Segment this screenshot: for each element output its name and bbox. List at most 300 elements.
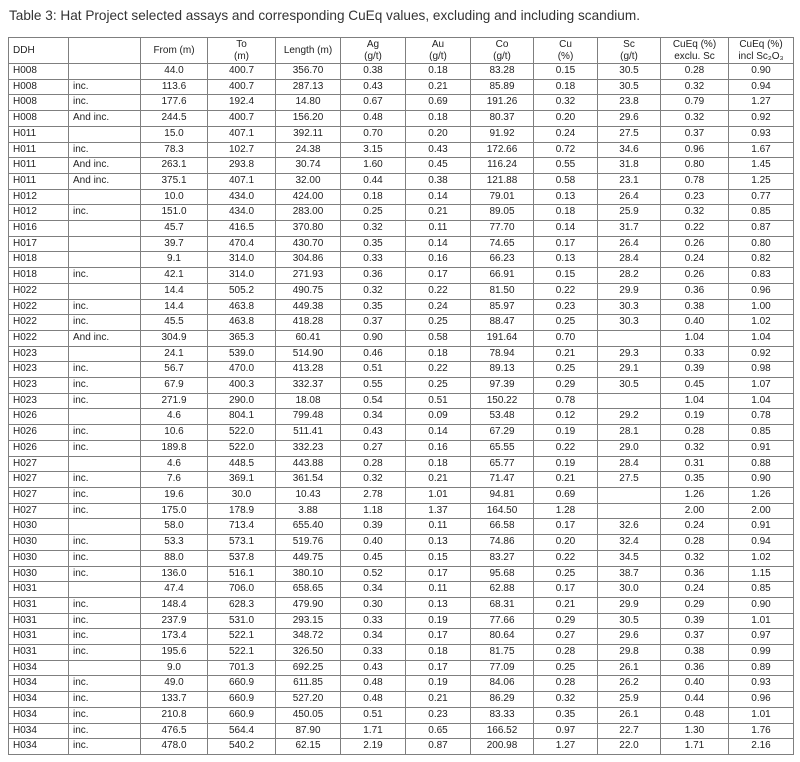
cell-from: 78.3 [141, 142, 208, 158]
cell-from: 88.0 [141, 550, 208, 566]
cell-ddh: H018 [9, 268, 69, 284]
table-row [9, 299, 794, 315]
cell-co: 191.64 [471, 330, 534, 346]
table-body [9, 64, 794, 755]
table-row [9, 660, 794, 676]
cell-ddh: H011 [9, 142, 69, 158]
cell-from: 10.6 [141, 425, 208, 441]
table-row [9, 189, 794, 205]
cell-to: 400.7 [208, 79, 276, 95]
cell-au: 0.14 [406, 425, 471, 441]
cell-co: 68.31 [471, 597, 534, 613]
table-row [9, 723, 794, 739]
cell-au: 1.01 [406, 487, 471, 503]
cell-cueq_ex: 0.38 [661, 299, 729, 315]
cell-cueq_in: 1.25 [729, 173, 794, 189]
cell-ddh: H011 [9, 173, 69, 189]
cell-co: 172.66 [471, 142, 534, 158]
cell-from: 133.7 [141, 692, 208, 708]
cell-note: inc. [69, 315, 141, 331]
cell-co: 85.97 [471, 299, 534, 315]
table-row [9, 519, 794, 535]
cell-ddh: H031 [9, 645, 69, 661]
cell-cueq_ex: 0.29 [661, 597, 729, 613]
cell-to: 564.4 [208, 723, 276, 739]
cell-sc: 34.5 [598, 550, 661, 566]
cell-au: 0.19 [406, 613, 471, 629]
cell-length: 380.10 [276, 566, 341, 582]
cell-ag: 3.15 [341, 142, 406, 158]
cell-ag: 0.70 [341, 126, 406, 142]
cell-from: 45.5 [141, 315, 208, 331]
cell-sc [598, 487, 661, 503]
cell-length: 479.90 [276, 597, 341, 613]
cell-from: 15.0 [141, 126, 208, 142]
cell-au: 0.17 [406, 629, 471, 645]
cell-sc: 29.2 [598, 409, 661, 425]
cell-from: 175.0 [141, 503, 208, 519]
cell-au: 0.17 [406, 268, 471, 284]
cell-note [69, 456, 141, 472]
cell-co: 77.66 [471, 613, 534, 629]
table-row [9, 472, 794, 488]
cell-cueq_in: 0.80 [729, 236, 794, 252]
cell-from: 44.0 [141, 64, 208, 80]
cell-cueq_in: 1.15 [729, 566, 794, 582]
cell-cu: 1.27 [534, 739, 598, 755]
cell-sc: 26.2 [598, 676, 661, 692]
cell-from: 244.5 [141, 111, 208, 127]
cell-from: 189.8 [141, 440, 208, 456]
cell-au: 0.21 [406, 472, 471, 488]
cell-cu: 0.20 [534, 111, 598, 127]
cell-length: 356.70 [276, 64, 341, 80]
cell-length: 514.90 [276, 346, 341, 362]
cell-from: 195.6 [141, 645, 208, 661]
cell-length: 3.88 [276, 503, 341, 519]
cell-from: 476.5 [141, 723, 208, 739]
cell-ag: 0.34 [341, 629, 406, 645]
cell-au: 0.14 [406, 189, 471, 205]
cell-ag: 0.18 [341, 189, 406, 205]
cell-length: 527.20 [276, 692, 341, 708]
cell-from: 210.8 [141, 707, 208, 723]
cell-sc: 29.8 [598, 645, 661, 661]
cell-cu: 0.28 [534, 645, 598, 661]
cell-sc: 29.0 [598, 440, 661, 456]
table-row [9, 64, 794, 80]
cell-co: 81.75 [471, 645, 534, 661]
cell-co: 86.29 [471, 692, 534, 708]
cell-cu: 0.15 [534, 64, 598, 80]
table-row [9, 692, 794, 708]
table-row [9, 126, 794, 142]
cell-to: 537.8 [208, 550, 276, 566]
cell-cu: 0.22 [534, 283, 598, 299]
cell-ag: 0.28 [341, 456, 406, 472]
cell-from: 173.4 [141, 629, 208, 645]
cell-note: inc. [69, 535, 141, 551]
cell-from: 9.0 [141, 660, 208, 676]
cell-cu: 0.19 [534, 456, 598, 472]
cell-ag: 0.44 [341, 173, 406, 189]
cell-from: 237.9 [141, 613, 208, 629]
cell-sc: 29.9 [598, 597, 661, 613]
table-row [9, 330, 794, 346]
cell-cueq_ex: 0.28 [661, 425, 729, 441]
cell-from: 19.6 [141, 487, 208, 503]
cell-cueq_ex: 0.80 [661, 158, 729, 174]
cell-ag: 0.35 [341, 299, 406, 315]
table-row [9, 582, 794, 598]
table-row [9, 283, 794, 299]
cell-note: And inc. [69, 158, 141, 174]
cell-sc: 29.9 [598, 283, 661, 299]
cell-ddh: H008 [9, 64, 69, 80]
cell-co: 53.48 [471, 409, 534, 425]
cell-ag: 0.35 [341, 236, 406, 252]
cell-to: 448.5 [208, 456, 276, 472]
cell-co: 77.70 [471, 221, 534, 237]
cell-length: 271.93 [276, 268, 341, 284]
cell-co: 65.55 [471, 440, 534, 456]
cell-length: 14.80 [276, 95, 341, 111]
cell-cueq_ex: 0.39 [661, 613, 729, 629]
cell-sc: 38.7 [598, 566, 661, 582]
cell-length: 32.00 [276, 173, 341, 189]
cell-from: 136.0 [141, 566, 208, 582]
cell-au: 0.18 [406, 64, 471, 80]
cell-cueq_ex: 0.33 [661, 346, 729, 362]
cell-cueq_in: 0.87 [729, 221, 794, 237]
cell-cueq_in: 1.07 [729, 378, 794, 394]
cell-note [69, 660, 141, 676]
cell-note: inc. [69, 503, 141, 519]
cell-cu: 0.29 [534, 378, 598, 394]
cell-note: And inc. [69, 173, 141, 189]
cell-au: 0.21 [406, 205, 471, 221]
col-header-co: Co (g/t) [471, 38, 534, 64]
cell-cu: 0.12 [534, 409, 598, 425]
cell-note: inc. [69, 299, 141, 315]
cell-to: 539.0 [208, 346, 276, 362]
cell-cueq_ex: 0.22 [661, 221, 729, 237]
cell-ddh: H012 [9, 205, 69, 221]
cell-co: 116.24 [471, 158, 534, 174]
cell-sc: 22.0 [598, 739, 661, 755]
table-row [9, 425, 794, 441]
cell-cueq_in: 0.88 [729, 456, 794, 472]
cell-cueq_ex: 0.26 [661, 268, 729, 284]
cell-to: 314.0 [208, 252, 276, 268]
cell-ag: 0.67 [341, 95, 406, 111]
cell-ddh: H027 [9, 487, 69, 503]
cell-cueq_in: 0.78 [729, 409, 794, 425]
cell-cu: 0.17 [534, 582, 598, 598]
cell-length: 283.00 [276, 205, 341, 221]
cell-ddh: H023 [9, 346, 69, 362]
cell-cueq_ex: 0.44 [661, 692, 729, 708]
table-row [9, 236, 794, 252]
cell-ddh: H026 [9, 440, 69, 456]
cell-sc: 28.1 [598, 425, 661, 441]
table-row [9, 95, 794, 111]
cell-cueq_in: 0.90 [729, 597, 794, 613]
cell-cu: 0.70 [534, 330, 598, 346]
cell-from: 148.4 [141, 597, 208, 613]
cell-length: 348.72 [276, 629, 341, 645]
cell-cueq_in: 1.45 [729, 158, 794, 174]
col-header-cueq_ex: CuEq (%) exclu. Sc [661, 38, 729, 64]
cell-length: 62.15 [276, 739, 341, 755]
cell-co: 150.22 [471, 393, 534, 409]
cell-ddh: H022 [9, 315, 69, 331]
cell-to: 660.9 [208, 707, 276, 723]
cell-cu: 0.13 [534, 252, 598, 268]
cell-ddh: H030 [9, 550, 69, 566]
cell-co: 97.39 [471, 378, 534, 394]
cell-ag: 0.32 [341, 472, 406, 488]
cell-sc: 25.9 [598, 692, 661, 708]
cell-length: 424.00 [276, 189, 341, 205]
cell-cu: 0.25 [534, 660, 598, 676]
cell-to: 416.5 [208, 221, 276, 237]
cell-length: 332.23 [276, 440, 341, 456]
cell-ag: 1.71 [341, 723, 406, 739]
cell-note: inc. [69, 613, 141, 629]
cell-length: 519.76 [276, 535, 341, 551]
cell-from: 56.7 [141, 362, 208, 378]
cell-ag: 0.43 [341, 660, 406, 676]
col-header-cu: Cu (%) [534, 38, 598, 64]
cell-cu: 0.17 [534, 236, 598, 252]
cell-cueq_ex: 0.28 [661, 535, 729, 551]
cell-note [69, 582, 141, 598]
cell-from: 14.4 [141, 299, 208, 315]
cell-to: 400.3 [208, 378, 276, 394]
cell-note [69, 519, 141, 535]
cell-ag: 0.48 [341, 676, 406, 692]
cell-cueq_ex: 0.78 [661, 173, 729, 189]
cell-sc: 26.1 [598, 660, 661, 676]
cell-au: 0.38 [406, 173, 471, 189]
cell-cueq_ex: 0.28 [661, 64, 729, 80]
table-row [9, 79, 794, 95]
cell-sc: 31.8 [598, 158, 661, 174]
cell-cueq_ex: 0.79 [661, 95, 729, 111]
cell-cu: 0.55 [534, 158, 598, 174]
cell-au: 0.17 [406, 660, 471, 676]
cell-from: 67.9 [141, 378, 208, 394]
cell-ddh: H018 [9, 252, 69, 268]
cell-ag: 0.37 [341, 315, 406, 331]
cell-au: 0.17 [406, 566, 471, 582]
cell-ddh: H030 [9, 566, 69, 582]
cell-cueq_ex: 0.24 [661, 582, 729, 598]
cell-length: 18.08 [276, 393, 341, 409]
cell-ddh: H026 [9, 409, 69, 425]
cell-cu: 0.13 [534, 189, 598, 205]
cell-cu: 0.25 [534, 315, 598, 331]
cell-au: 0.09 [406, 409, 471, 425]
cell-cueq_in: 1.27 [729, 95, 794, 111]
cell-ddh: H027 [9, 503, 69, 519]
cell-to: 522.0 [208, 440, 276, 456]
cell-cu: 0.22 [534, 440, 598, 456]
cell-cueq_in: 0.99 [729, 645, 794, 661]
cell-sc: 34.6 [598, 142, 661, 158]
cell-cueq_in: 0.85 [729, 205, 794, 221]
cell-cueq_in: 1.00 [729, 299, 794, 315]
cell-to: 400.7 [208, 111, 276, 127]
cell-sc: 30.3 [598, 315, 661, 331]
assay-table [8, 37, 794, 755]
cell-note [69, 64, 141, 80]
cell-cueq_ex: 1.71 [661, 739, 729, 755]
cell-from: 45.7 [141, 221, 208, 237]
cell-length: 156.20 [276, 111, 341, 127]
cell-cu: 0.22 [534, 550, 598, 566]
cell-ag: 0.54 [341, 393, 406, 409]
cell-ddh: H008 [9, 111, 69, 127]
cell-note: inc. [69, 79, 141, 95]
cell-ddh: H030 [9, 519, 69, 535]
cell-note: And inc. [69, 330, 141, 346]
cell-sc: 28.4 [598, 252, 661, 268]
cell-co: 74.86 [471, 535, 534, 551]
cell-cueq_in: 2.00 [729, 503, 794, 519]
cell-ag: 0.38 [341, 64, 406, 80]
cell-sc: 23.1 [598, 173, 661, 189]
cell-au: 0.25 [406, 378, 471, 394]
table-row [9, 503, 794, 519]
cell-co: 84.06 [471, 676, 534, 692]
cell-length: 611.85 [276, 676, 341, 692]
cell-ddh: H034 [9, 660, 69, 676]
cell-ddh: H031 [9, 582, 69, 598]
cell-cueq_in: 0.96 [729, 283, 794, 299]
cell-au: 0.19 [406, 676, 471, 692]
cell-cu: 0.18 [534, 205, 598, 221]
col-header-note [69, 38, 141, 64]
col-header-ag: Ag (g/t) [341, 38, 406, 64]
cell-length: 449.75 [276, 550, 341, 566]
cell-ag: 0.32 [341, 221, 406, 237]
cell-note: And inc. [69, 111, 141, 127]
cell-sc: 29.3 [598, 346, 661, 362]
cell-cueq_in: 0.90 [729, 64, 794, 80]
cell-sc [598, 393, 661, 409]
cell-sc: 25.9 [598, 205, 661, 221]
cell-to: 531.0 [208, 613, 276, 629]
cell-sc: 28.4 [598, 456, 661, 472]
cell-ag: 2.78 [341, 487, 406, 503]
cell-ag: 1.18 [341, 503, 406, 519]
table-row [9, 456, 794, 472]
cell-cu: 0.35 [534, 707, 598, 723]
cell-from: 478.0 [141, 739, 208, 755]
cell-cueq_in: 1.04 [729, 393, 794, 409]
cell-cu: 0.25 [534, 362, 598, 378]
cell-ag: 0.52 [341, 566, 406, 582]
cell-length: 87.90 [276, 723, 341, 739]
cell-cueq_ex: 0.23 [661, 189, 729, 205]
cell-cu: 0.19 [534, 425, 598, 441]
cell-note: inc. [69, 739, 141, 755]
cell-note [69, 409, 141, 425]
table-row [9, 205, 794, 221]
cell-co: 191.26 [471, 95, 534, 111]
cell-cueq_in: 0.96 [729, 692, 794, 708]
cell-cueq_in: 0.93 [729, 126, 794, 142]
cell-ddh: H011 [9, 126, 69, 142]
cell-to: 701.3 [208, 660, 276, 676]
cell-ag: 0.34 [341, 409, 406, 425]
cell-to: 470.4 [208, 236, 276, 252]
cell-note [69, 283, 141, 299]
table-row [9, 142, 794, 158]
table-row [9, 739, 794, 755]
cell-ddh: H034 [9, 676, 69, 692]
cell-to: 522.1 [208, 645, 276, 661]
col-header-au: Au (g/t) [406, 38, 471, 64]
cell-sc: 31.7 [598, 221, 661, 237]
cell-to: 573.1 [208, 535, 276, 551]
cell-note: inc. [69, 550, 141, 566]
table-row [9, 440, 794, 456]
cell-cu: 0.21 [534, 472, 598, 488]
cell-note: inc. [69, 692, 141, 708]
cell-note: inc. [69, 205, 141, 221]
cell-cueq_in: 2.16 [729, 739, 794, 755]
cell-length: 287.13 [276, 79, 341, 95]
table-row [9, 629, 794, 645]
cell-cu: 0.97 [534, 723, 598, 739]
cell-from: 24.1 [141, 346, 208, 362]
cell-from: 9.1 [141, 252, 208, 268]
cell-note [69, 221, 141, 237]
cell-to: 463.8 [208, 315, 276, 331]
cell-to: 804.1 [208, 409, 276, 425]
cell-co: 95.68 [471, 566, 534, 582]
cell-length: 450.05 [276, 707, 341, 723]
cell-co: 77.09 [471, 660, 534, 676]
cell-cueq_ex: 0.48 [661, 707, 729, 723]
cell-note: inc. [69, 362, 141, 378]
cell-ag: 0.43 [341, 425, 406, 441]
cell-ag: 0.33 [341, 252, 406, 268]
cell-from: 58.0 [141, 519, 208, 535]
cell-co: 89.05 [471, 205, 534, 221]
cell-ddh: H027 [9, 472, 69, 488]
cell-au: 0.13 [406, 597, 471, 613]
cell-to: 628.3 [208, 597, 276, 613]
cell-cueq_in: 0.85 [729, 425, 794, 441]
cell-ddh: H026 [9, 425, 69, 441]
cell-ddh: H022 [9, 283, 69, 299]
table-row [9, 566, 794, 582]
cell-note [69, 346, 141, 362]
cell-cu: 0.21 [534, 346, 598, 362]
cell-ag: 0.27 [341, 440, 406, 456]
cell-co: 80.64 [471, 629, 534, 645]
table-row [9, 707, 794, 723]
table-row [9, 535, 794, 551]
cell-co: 66.23 [471, 252, 534, 268]
cell-length: 418.28 [276, 315, 341, 331]
cell-sc: 29.1 [598, 362, 661, 378]
cell-cueq_in: 1.01 [729, 613, 794, 629]
